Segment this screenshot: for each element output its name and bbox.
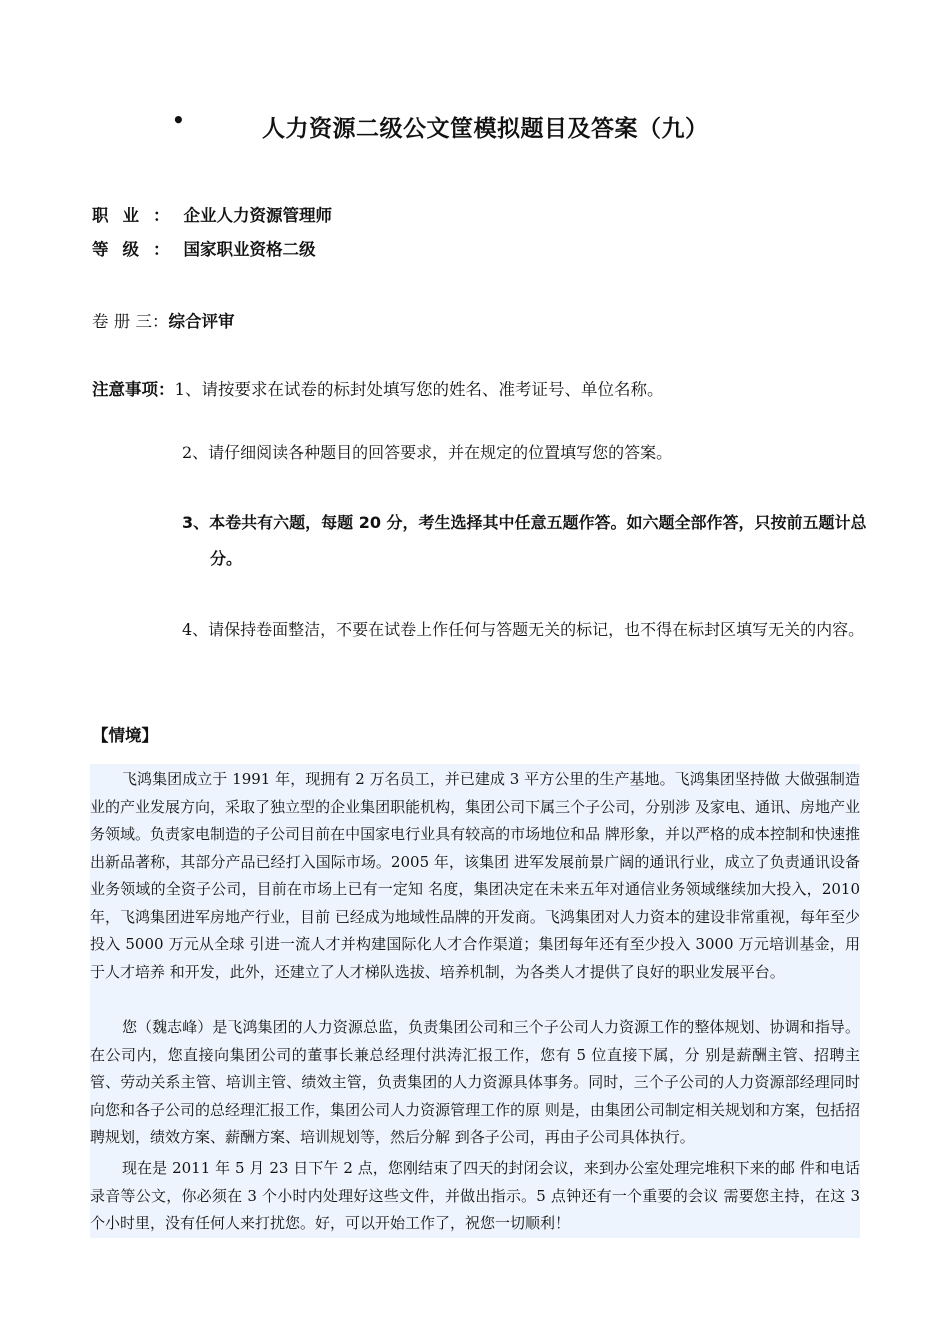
situation-paragraph-3: 现在是 2011 年 5 月 23 日下午 2 点，您刚结束了四天的封闭会议，来到办公室处理完堆积下来的邮 件和电话录音等公文，你必须在 3 个小时内处理好这些文件，并做出指示。5 点钟还有一个重要的会议 需要您主持，在这 3 个小时里，没有任何人来打扰您。好，可以开始工作了，祝您一切顺利！ (90, 1159, 860, 1232)
occupation-label: 职业： (92, 206, 184, 225)
title-bullet: • (172, 108, 185, 132)
title-row (0, 106, 950, 146)
notice-item-1: 1、请按要求在试卷的标封处填写您的姓名、准考证号、单位名称。 (174, 380, 664, 399)
notice-first-line (92, 376, 664, 400)
volume-value: 综合评审 (168, 312, 235, 331)
volume-row (92, 308, 235, 332)
volume-label: 卷 册 三： (92, 312, 169, 331)
occupation-row (92, 202, 332, 226)
notice-item-2: 2、请仔细阅读各种题目的回答要求，并在规定的位置填写您的答案。 (182, 443, 673, 462)
level-row (92, 236, 316, 260)
notice-item-3: 3、本卷共有六题，每题 20 分，考生选择其中任意五题作答。如六题全部作答，只按前五题计总分。 (182, 513, 867, 568)
situation-paragraph-2: 您（魏志峰）是飞鸿集团的人力资源总监，负责集团公司和三个子公司人力资源工作的整体规划、协调和指导。在公司内，您直接向集团公司的董事长兼总经理付洪涛汇报工作，您有 5 位直接下属，分 别是薪酬主管、招聘主管、劳动关系主管、培训主管、绩效主管，负责集团的人力资源具体事务。同时，三个子公司的人力资源部经理同时向您和各子公司的总经理汇报工作，集团公司人力资源管理工作的原 则是，由集团公司制定相关规划和方案，包括招聘规划，绩效方案、薪酬方案、培训规划等，然后分解 到各子公司，再由子公司具体执行。 (90, 1018, 860, 1146)
situation-paragraph-1: 飞鸿集团成立于 1991 年，现拥有 2 万名员工，并已建成 3 平方公里的生产基地。飞鸿集团坚持做 大做强制造业的产业发展方向，采取了独立型的企业集团职能机构，集团公司下属三个子公司，分别涉 及家电、通讯、房地产业务领域。负责家电制造的子公司目前在中国家电行业具有较高的市场地位和品 牌形象，并以严格的成本控制和快速推出新品著称，其部分产品已经打入国际市场。2005 年，该集团 进军发展前景广阔的通讯行业，成立了负责通讯设备业务领域的全资子公司，目前在市场上已有一定知 名度，集团决定在未来五年对通信业务领域继续加大投入，2010 年，飞鸿集团进军房地产行业，目前 已经成为地域性品牌的开发商。飞鸿集团对人力资本的建设非常重视，每年至少投入 5000 万元从全球 引进一流人才并构建国际化人才合作渠道；集团每年还有至少投入 3000 万元培训基金，用于人才培养 和开发，此外，还建立了人才梯队选拔、培养机制，为各类人才提供了良好的职业发展平台。 (90, 770, 860, 981)
situation-heading: 【情境】 (92, 726, 158, 745)
document-title: 人力资源二级公文筐模拟题目及答案（九） (262, 116, 709, 142)
level-label: 等级： (92, 240, 184, 259)
occupation-value: 企业人力资源管理师 (183, 206, 332, 225)
level-value: 国家职业资格二级 (183, 240, 316, 259)
notice-label: 注意事项： (92, 380, 175, 399)
notice-item-4: 4、请保持卷面整洁，不要在试卷上作任何与答题无关的标记，也不得在标封区填写无关的内容。 (182, 620, 865, 639)
